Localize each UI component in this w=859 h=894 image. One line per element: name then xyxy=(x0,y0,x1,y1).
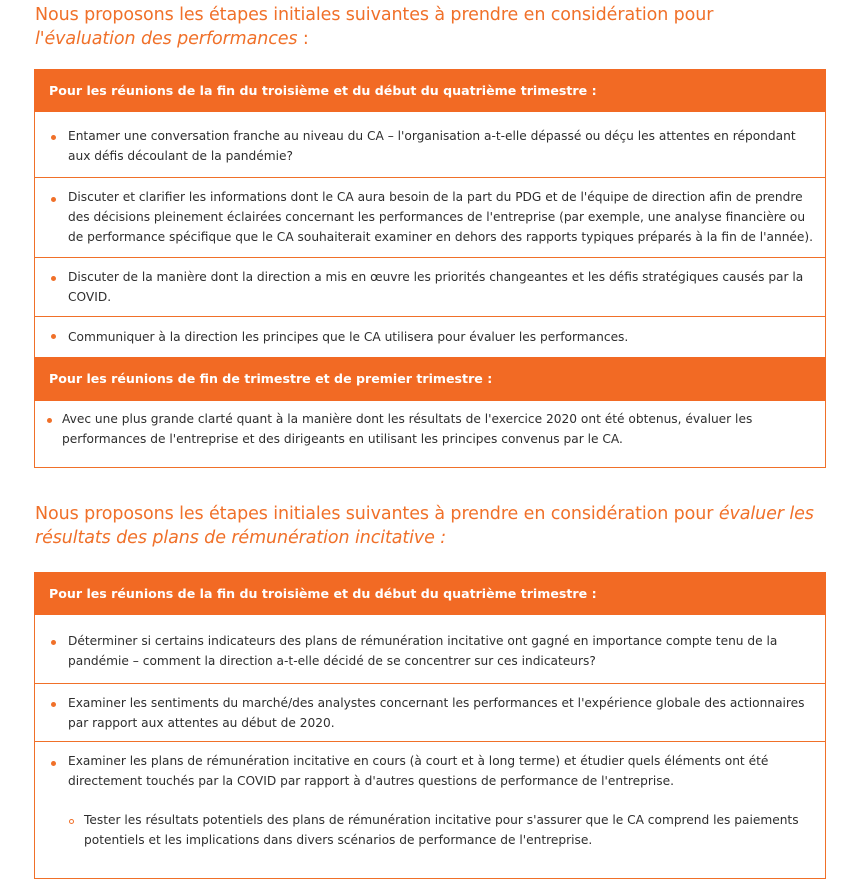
section1-bar2-label: Pour les réunions de fin de trimestre et de premier trimestre : xyxy=(49,371,493,386)
section2-card1 xyxy=(34,615,826,879)
sub-list-item-text: Tester les résultats potentiels des plans de rémunération incitative pour s'assurer que le CA comprend les paiements potentiels et les implications dans divers scénarios de performance de l'entreprise. xyxy=(84,813,799,847)
section1-heading-line1: Nous proposons les étapes initiales suivantes à prendre en considération pour xyxy=(35,5,714,25)
section1-heading-tail: : xyxy=(297,29,309,49)
list-item xyxy=(35,615,825,684)
section1-bar1 xyxy=(34,69,826,112)
section2-bar1 xyxy=(34,572,826,615)
bullet-icon xyxy=(51,334,56,339)
list-item xyxy=(35,684,825,742)
list-item-text: Entamer une conversation franche au niveau du CA – l'organisation a-t-elle dépassé ou déçu les attentes en répondant aux défis découlant de la pandémie? xyxy=(68,129,796,163)
section1-bar2 xyxy=(34,357,826,401)
bullet-icon xyxy=(51,761,56,766)
section1-heading-italic: l'évaluation des performances xyxy=(35,29,298,49)
bullet-icon xyxy=(51,197,56,202)
section2-heading xyxy=(35,502,835,550)
bullet-icon xyxy=(51,640,56,645)
list-item-text: Examiner les sentiments du marché/des analystes concernant les performances et l'expérience globale des actionnaires par rapport aux attentes au début de 2020. xyxy=(68,696,805,730)
bullet-icon xyxy=(47,418,52,423)
list-item xyxy=(35,258,825,317)
bullet-icon xyxy=(51,135,56,140)
list-item xyxy=(35,178,825,258)
list-item-text: Avec une plus grande clarté quant à la manière dont les résultats de l'exercice 2020 ont été obtenus, évaluer les performances de l'entreprise et des dirigeants en utilisant les principes convenus par le CA. xyxy=(62,412,753,446)
list-item xyxy=(35,317,825,357)
bullet-icon xyxy=(51,702,56,707)
section1-card1 xyxy=(34,112,826,357)
section1-table xyxy=(34,69,826,468)
section2-heading-italic1: évaluer les xyxy=(718,504,814,524)
list-item-text: Communiquer à la direction les principes que le CA utilisera pour évaluer les performances. xyxy=(68,330,629,344)
list-item xyxy=(35,112,825,178)
list-item xyxy=(35,742,825,879)
section1-bar1-label: Pour les réunions de la fin du troisième et du début du quatrième trimestre : xyxy=(49,82,597,98)
list-item-text: Déterminer si certains indicateurs des plans de rémunération incitative ont gagné en importance compte tenu de la pandémie – comment la direction a-t-elle décidé de se concentrer sur ces indicateurs? xyxy=(68,634,778,668)
list-item xyxy=(35,401,825,468)
list-item-text: Examiner les plans de rémunération incitative en cours (à court et à long terme) et étudier quels éléments ont été directement touchés par la COVID par rapport à d'autres questions de performance de l'entreprise. xyxy=(68,754,769,788)
section2-bar1-label: Pour les réunions de la fin du troisième et du début du quatrième trimestre : xyxy=(49,585,597,601)
bullet-icon xyxy=(51,276,56,281)
list-item-text: Discuter de la manière dont la direction a mis en œuvre les priorités changeantes et les défis stratégiques causés par la COVID. xyxy=(68,270,804,304)
section1-card2 xyxy=(34,401,826,468)
section2-heading-plain: Nous proposons les étapes initiales suivantes à prendre en considération pour xyxy=(35,504,719,524)
list-item-text: Discuter et clarifier les informations dont le CA aura besoin de la part du PDG et de l'équipe de direction afin de prendre des décisions pleinement éclairées concernant les performances de l'entreprise (par exemple, une analyse financière ou de performance spécifique que le CA souhaiterait examiner en dehors des rapports typiques préparés à la fin de l'année). xyxy=(68,190,814,244)
section2-heading-italic2: résultats des plans de rémunération incitative : xyxy=(35,528,447,548)
section2-table xyxy=(34,572,826,879)
section1-heading xyxy=(35,3,835,51)
circle-bullet-icon xyxy=(69,819,74,824)
